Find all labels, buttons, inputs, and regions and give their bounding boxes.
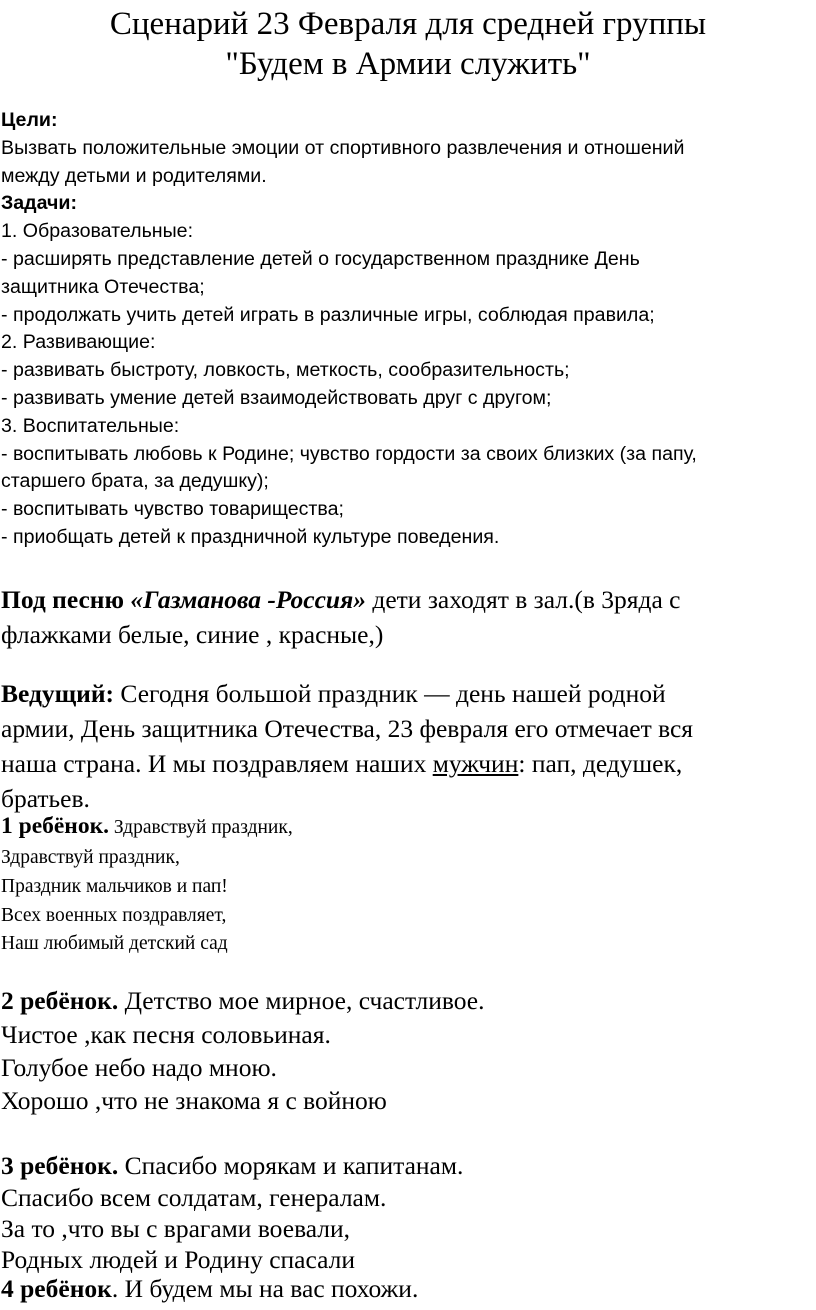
- child2-line-2: Чистое ,как песня соловьиная.: [1, 1020, 331, 1049]
- child2-line-3: Голубое небо надо мною.: [1, 1053, 277, 1082]
- host-line-4: братьев.: [1, 784, 90, 813]
- child4-label: 4 ребёнок: [1, 1274, 112, 1303]
- child2-text: Детство мое мирное, счастливое.: [118, 986, 485, 1015]
- child2-label: 2 ребёнок.: [1, 986, 119, 1015]
- page-title-line-1: Сценарий 23 Февраля для средней группы: [109, 6, 707, 42]
- task-line: старшего брата, за дедушку);: [1, 470, 269, 493]
- child4-line-1: [1, 1274, 418, 1304]
- intro-song: «Газманова -Россия»: [130, 585, 366, 614]
- task-line: - воспитывать любовь к Родине; чувство гордости за своих близких (за папу,: [1, 442, 697, 465]
- host-text: Сегодня большой праздник — день нашей родной: [114, 679, 666, 708]
- child3-line-4: Родных людей и Родину спасали: [1, 1245, 356, 1274]
- host-line-3: [1, 749, 682, 779]
- page-title-line-2: "Будем в Армии служить": [225, 46, 591, 82]
- child1-line-5: Наш любимый детский сад: [1, 933, 228, 954]
- child1-line-4: Всех военных поздравляет,: [1, 905, 227, 926]
- host-line-1: [1, 679, 666, 709]
- child1-text: Здравствуй праздник,: [109, 817, 293, 838]
- task-line: - продолжать учить детей играть в различные игры, соблюдая правила;: [1, 303, 655, 326]
- child1-line-2: Здравствуй праздник,: [1, 847, 180, 868]
- task-line: - воспитывать чувство товарищества;: [1, 498, 344, 521]
- child1-line-1: [1, 813, 293, 840]
- goals-heading: Цели:: [1, 109, 58, 131]
- intro-rest: дети заходят в зал.(в 3ряда с: [365, 585, 681, 614]
- intro-bold: Под песню: [1, 585, 131, 614]
- task-line: 3. Воспитательные:: [1, 414, 180, 437]
- task-line: 2. Развивающие:: [1, 331, 156, 354]
- child1-label: 1 ребёнок.: [1, 813, 110, 839]
- host-label: Ведущий:: [1, 679, 115, 708]
- host-text: наша страна. И мы поздравляем наших: [1, 749, 433, 778]
- child1-line-3: Праздник мальчиков и пап!: [1, 876, 228, 897]
- task-line: - расширять представление детей о государственном празднике День: [1, 247, 640, 270]
- intro-line-1: [1, 585, 680, 615]
- goals-section: [1, 107, 811, 552]
- task-line: защитника Отечества;: [1, 275, 205, 298]
- tasks-heading: Задачи:: [1, 192, 77, 215]
- goals-text: между детьми и родителями.: [1, 164, 267, 187]
- child3-line-3: За то ,что вы с врагами воевали,: [1, 1214, 351, 1243]
- child3-label: 3 ребёнок.: [1, 1151, 119, 1180]
- child2-line-4: Хорошо ,что не знакома я с войною: [1, 1086, 387, 1115]
- host-text: : пап, дедушек,: [518, 749, 683, 778]
- child2-line-1: [1, 986, 484, 1016]
- child3-line-1: [1, 1151, 463, 1181]
- task-line: - приобщать детей к праздничной культуре поведения.: [1, 525, 500, 548]
- host-underlined: мужчин: [432, 749, 519, 778]
- child3-text: Спасибо морякам и капитанам.: [118, 1151, 464, 1180]
- goals-text: Вызвать положительные эмоции от спортивного развлечения и отношений: [1, 136, 685, 159]
- host-line-2: армии, День защитника Отечества, 23 февраля его отмечает вся: [1, 714, 694, 743]
- intro-line-2: флажками белые, синие , красные,): [1, 620, 384, 649]
- task-line: 1. Образовательные:: [1, 220, 194, 243]
- child3-line-2: Спасибо всем солдатам, генералам.: [1, 1183, 387, 1212]
- task-line: - развивать умение детей взаимодействовать друг с другом;: [1, 386, 552, 409]
- child4-text: . И будем мы на вас похожи.: [111, 1274, 419, 1303]
- task-line: - развивать быстроту, ловкость, меткость, сообразительность;: [1, 359, 570, 382]
